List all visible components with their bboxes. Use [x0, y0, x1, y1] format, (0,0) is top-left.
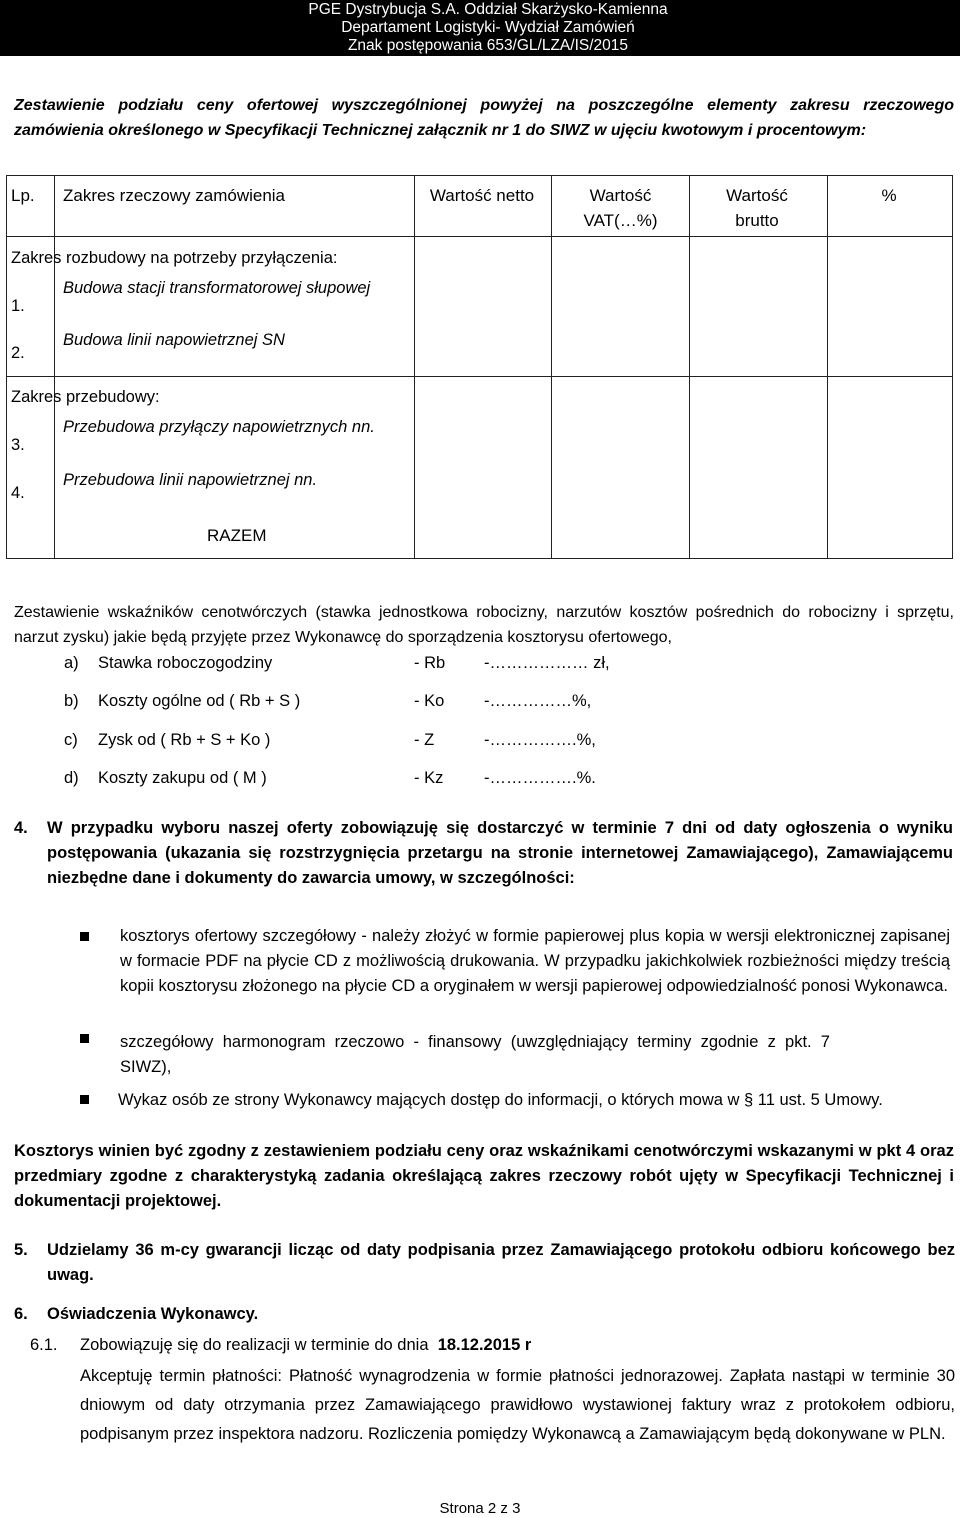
- header-vat: Wartość VAT(…%): [583, 186, 658, 230]
- completion-date: 18.12.2015 r: [437, 1336, 532, 1354]
- section-rozbudowa: Zakres rozbudowy na potrzeby przyłączenia:: [11, 249, 338, 267]
- total-label: RAZEM: [207, 526, 267, 545]
- section-6-title: Oświadczenia Wykonawcy.: [47, 1305, 259, 1323]
- indicator-letter: d): [64, 769, 79, 787]
- indicator-code: - Z: [414, 731, 435, 749]
- row-text: Przebudowa przyłączy napowietrznych nn.: [63, 418, 375, 436]
- header-netto: Wartość netto: [429, 186, 535, 205]
- indicator-value: -…………….%,: [484, 731, 596, 749]
- row-number: 3.: [11, 436, 25, 454]
- header-lp: Lp.: [11, 186, 35, 205]
- section-6-number: 6.: [14, 1305, 28, 1323]
- row-number: 2.: [11, 344, 25, 362]
- indicator-value: -……………%,: [484, 692, 592, 710]
- section-4-number: 4.: [14, 819, 28, 837]
- price-breakdown-table: [6, 175, 953, 559]
- section-przebudowa: Zakres przebudowy:: [11, 388, 160, 406]
- indicator-code: - Ko: [414, 692, 445, 710]
- bullet-item: szczegółowy harmonogram rzeczowo - finansowy (uwzględniający terminy zgodnie z pkt. 7 SIWZ),: [120, 1033, 830, 1076]
- row-text: Budowa linii napowietrznej SN: [63, 331, 285, 349]
- indicator-label: Stawka roboczogodziny: [98, 654, 273, 672]
- header-company: PGE Dystrybucja S.A. Oddział Skarżysko-Kamienna: [308, 1, 668, 18]
- indicator-label: Koszty ogólne od ( Rb + S ): [98, 692, 301, 710]
- row-text: Budowa stacji transformatorowej słupowej: [63, 279, 371, 297]
- indicator-code: - Rb: [414, 654, 446, 672]
- indicator-label: Zysk od ( Rb + S + Ko ): [98, 731, 271, 749]
- indicator-code: - Kz: [414, 769, 444, 787]
- section-5-number: 5.: [14, 1241, 28, 1259]
- indicator-letter: c): [64, 731, 78, 749]
- indicator-value: -…………….%.: [484, 769, 596, 787]
- header-percent: %: [881, 186, 897, 205]
- indicator-letter: a): [64, 654, 79, 672]
- header-brutto: Wartość brutto: [726, 186, 788, 230]
- header-department: Departament Logistyki- Wydział Zamówień: [341, 19, 635, 36]
- section-5-text: Udzielamy 36 m-cy gwarancji licząc od daty podpisania przez Zamawiającego protokołu odbioru końcowego bez uwag.: [47, 1241, 955, 1284]
- row-number: 4.: [11, 484, 25, 502]
- page-number: Strona 2 z 3: [439, 1500, 521, 1517]
- intro-paragraph: Zestawienie podziału ceny ofertowej wyszczególnionej powyżej na poszczególne elementy zakresu rzeczowego zamówienia określonego w Specyfikacji Technicznej załącznik nr 1 do SIWZ w ujęciu kwotowym i procentowym:: [14, 97, 954, 139]
- indicator-label: Koszty zakupu od ( M ): [98, 769, 267, 787]
- indicators-intro: Zestawienie wskaźników cenotwórczych (stawka jednostkowa robocizny, narzutów kosztów pośrednich do robocizny i sprzętu, narzut zysku) jakie będą przyjęte przez Wykonawcę do sporządzenia kosztorysu ofertowego,: [14, 604, 954, 646]
- subsection-number: 6.1.: [30, 1336, 58, 1354]
- header-zakres: Zakres rzeczowy zamówienia: [63, 186, 286, 205]
- header-reference: Znak postępowania 653/GL/LZA/IS/2015: [347, 37, 629, 54]
- row-number: 1.: [11, 297, 25, 315]
- subsection-text: Zobowiązuję się do realizacji w terminie do dnia 18.12.2015 r: [80, 1336, 532, 1354]
- indicator-value: -……………… zł,: [484, 654, 610, 672]
- document-header: [0, 0, 960, 56]
- payment-terms: Akceptuję termin płatności: Płatność wynagrodzenia w formie płatności jednorazowej. Zapłata nastąpi w terminie 30 dniowym od daty otrzymania przez Zamawiającego prawidłowo wystawionej faktury wraz z protokołem odbioru, podpisanym przez inspektora nadzoru. Rozliczenia pomiędzy Wykonawcą a Zamawiającym będą dokonywane w PLN.: [80, 1367, 955, 1443]
- row-text: Przebudowa linii napowietrznej nn.: [63, 471, 318, 489]
- section-4-text: W przypadku wyboru naszej oferty zobowiązuję się dostarczyć w terminie 7 dni od daty ogłoszenia o wyniku postępowania (ukazania się rozstrzygnięcia przetargu na stronie internetowej Zamawiającego), Zamawiającemu niezbędne dane i dokumenty do zawarcia umowy, w szczególności:: [47, 819, 953, 887]
- bullet-marker: [80, 1095, 89, 1104]
- bullet-item: kosztorys ofertowy szczegółowy - należy złożyć w formie papierowej plus kopia w wersji elektronicznej zapisanej w formacie PDF na płycie CD z możliwością drukowania. W przypadku jakichkolwiek rozbieżności między treścią kopii kosztorysu złożonego na płycie CD a oryginałem w wersji papierowej odpowiedzialność ponosi Wykonawca.: [120, 927, 950, 995]
- bullet-marker: [80, 932, 89, 941]
- bullet-item: Wykaz osób ze strony Wykonawcy mających dostęp do informacji, o których mowa w § 11 ust. 5 Umowy.: [118, 1091, 883, 1109]
- indicator-letter: b): [64, 692, 79, 710]
- closing-paragraph: Kosztorys winien być zgodny z zestawieniem podziału ceny oraz wskaźnikami cenotwórczymi wskazanymi w pkt 4 oraz przedmiary zgodne z charakterystyką zadania określającą zakres rzeczowy robót ujęty w Specyfikacji Technicznej i dokumentacji projektowej.: [14, 1142, 954, 1210]
- bullet-marker: [80, 1034, 89, 1043]
